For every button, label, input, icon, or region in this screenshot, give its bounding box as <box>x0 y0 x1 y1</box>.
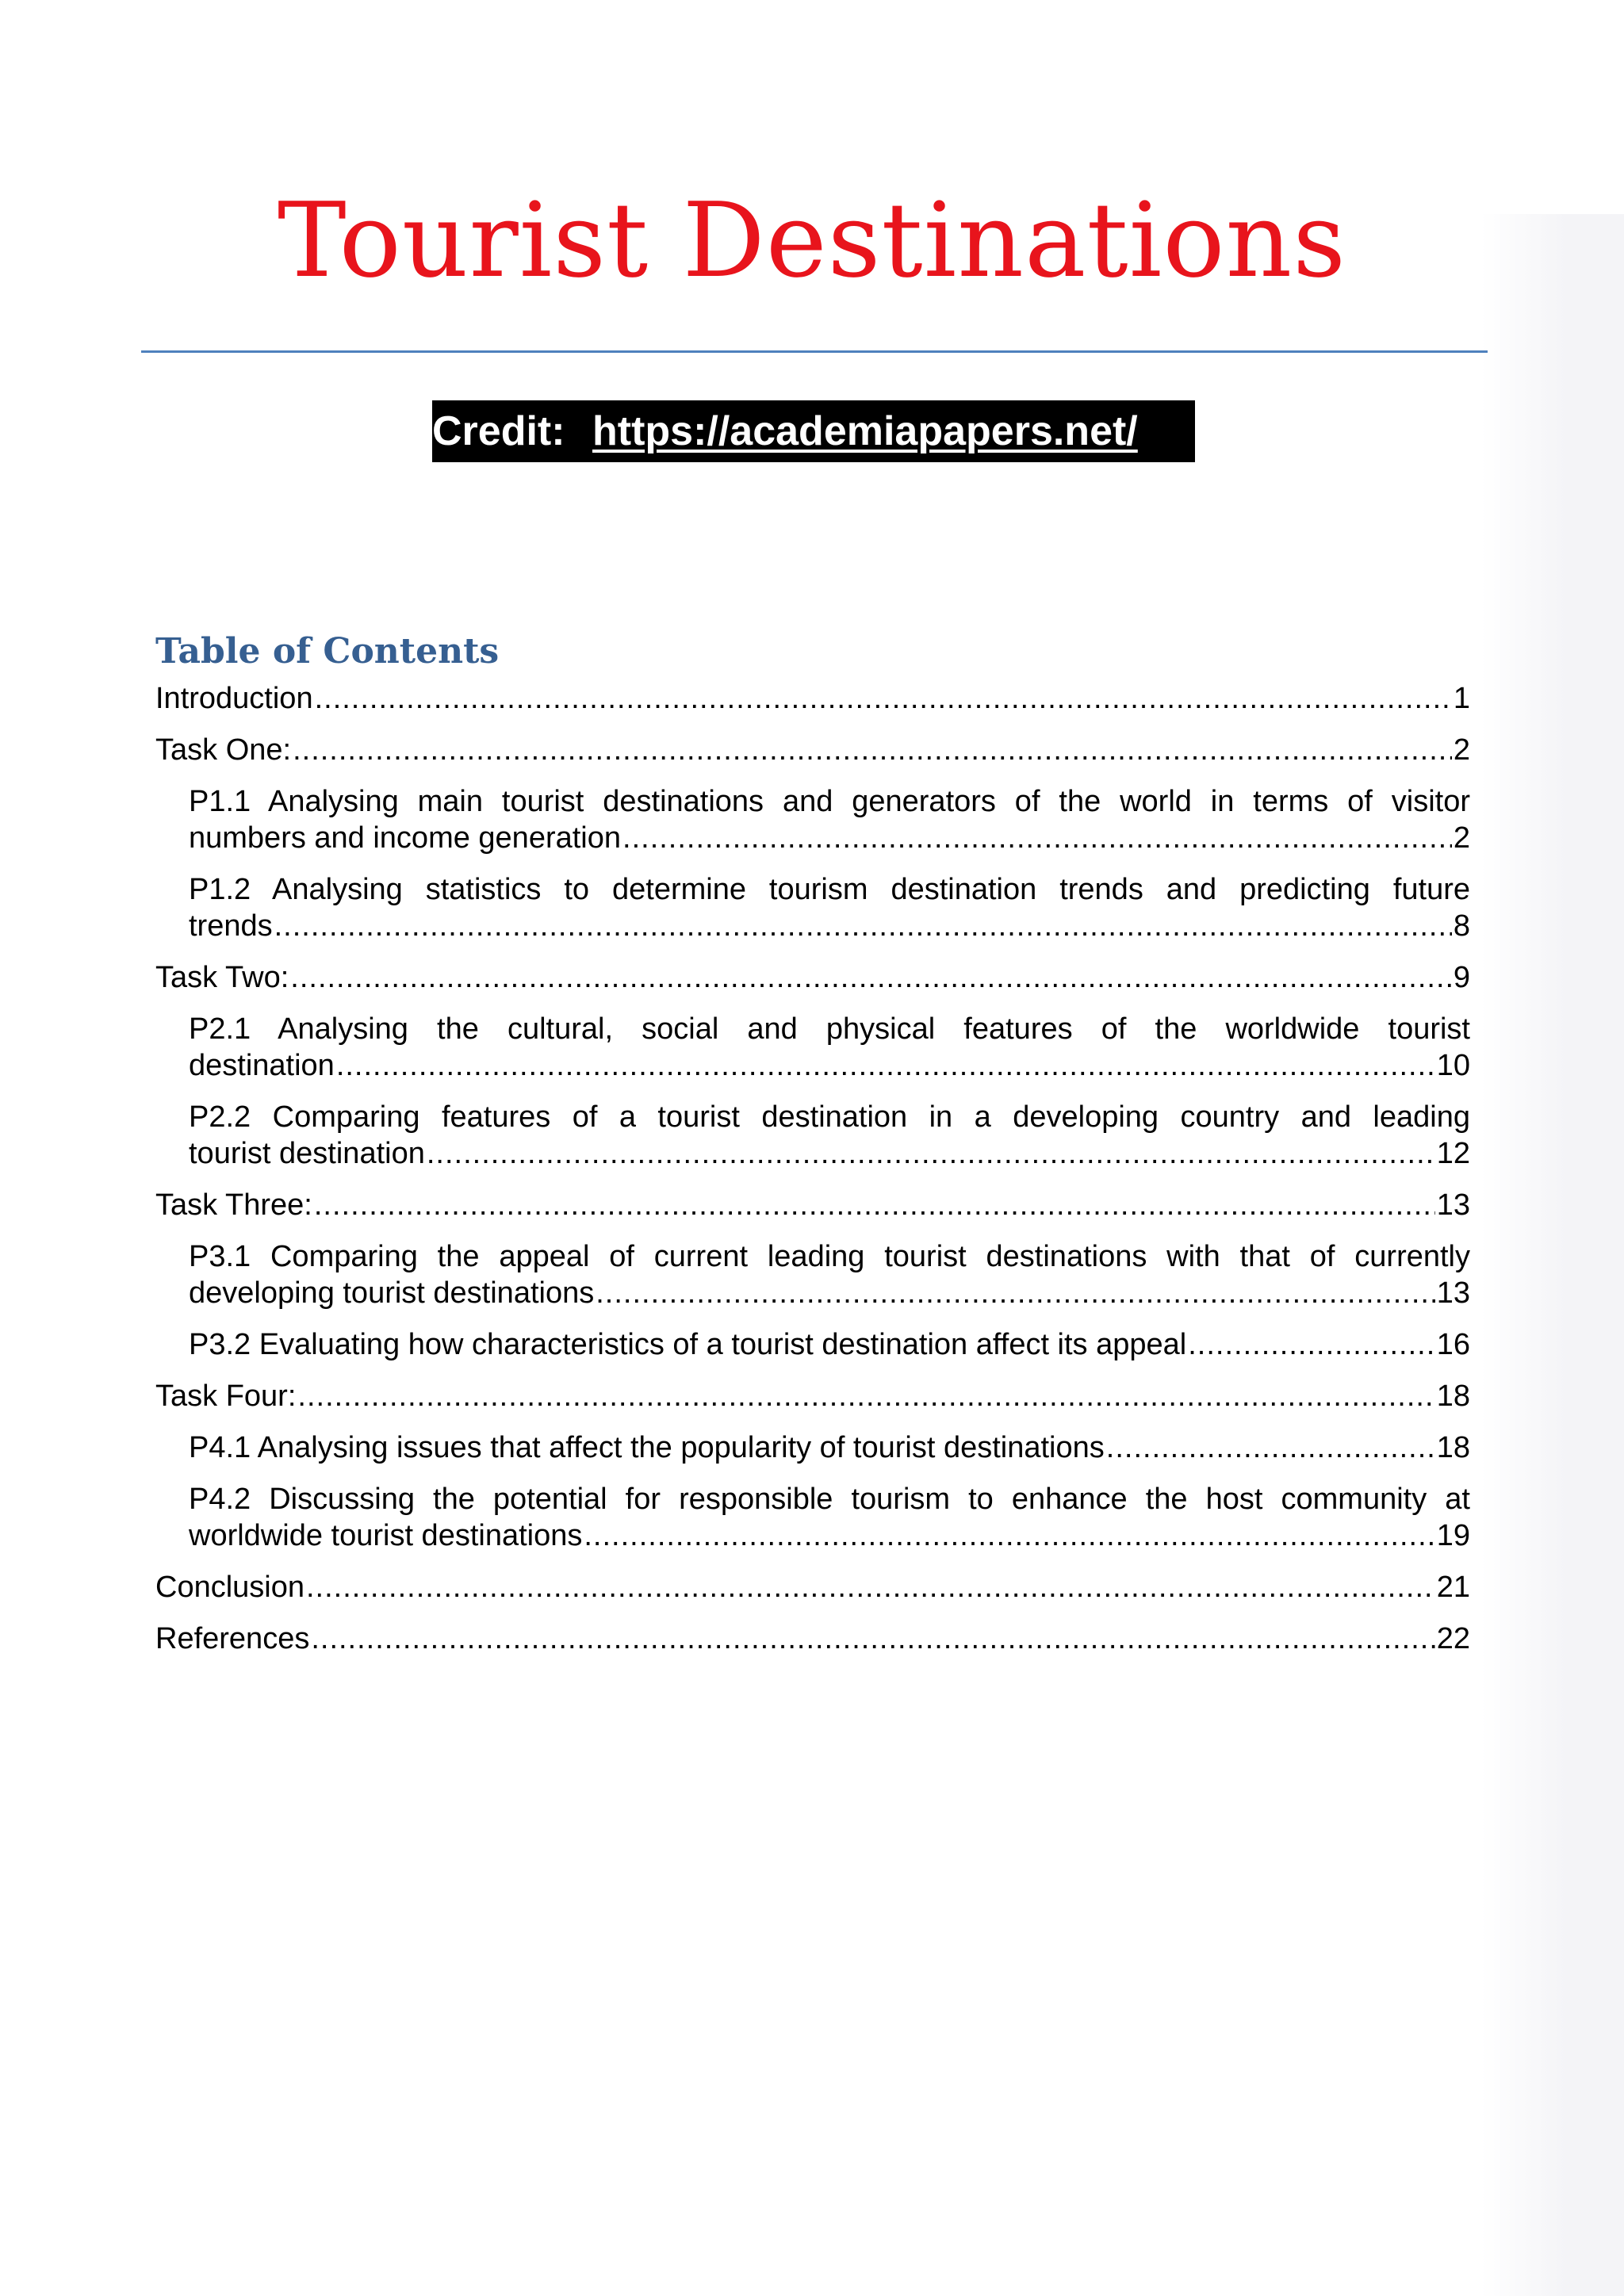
toc-dot-leader <box>584 1517 1434 1554</box>
toc-entry[interactable] <box>155 959 1470 996</box>
toc-entry-leader-line <box>155 1187 1470 1223</box>
toc-entry-line: P2.1 Analysing the cultural, social and physical features of the worldwide tourist <box>189 1012 1470 1046</box>
toc-entry-title: developing tourist destinations <box>189 1276 595 1310</box>
toc-dot-leader <box>1188 1326 1434 1363</box>
toc-page-number: 8 <box>1453 909 1470 943</box>
toc-page-number: 22 <box>1436 1622 1470 1655</box>
toc-entry-leader-line <box>155 959 1470 996</box>
toc-entry-line: P1.1 Analysing main tourist destinations and generators of the world in terms of visitor <box>189 785 1470 818</box>
toc-dot-leader <box>1106 1429 1435 1466</box>
toc-entry[interactable] <box>189 1099 1470 1172</box>
toc-entry-leader-line <box>189 1429 1470 1466</box>
toc-entry-title: P3.2 Evaluating how characteristics of a tourist destination affect its appeal <box>189 1328 1187 1361</box>
toc-entry[interactable] <box>189 783 1470 856</box>
toc-entry-title: References <box>155 1622 310 1655</box>
toc-page-number: 9 <box>1453 961 1470 994</box>
toc-page-number: 18 <box>1436 1380 1470 1413</box>
toc-entry[interactable] <box>155 680 1470 717</box>
toc-entry[interactable] <box>189 1429 1470 1466</box>
toc-entry-title: Task Two: <box>155 961 289 994</box>
toc-dot-leader <box>314 1187 1435 1223</box>
toc-dot-leader <box>274 908 1452 944</box>
title-divider <box>141 350 1488 353</box>
toc-entry-title: destination <box>189 1049 335 1082</box>
toc-entry[interactable] <box>155 1621 1470 1657</box>
page-edge-shading <box>1481 214 1624 2296</box>
toc-entry[interactable] <box>155 1187 1470 1223</box>
toc-dot-leader <box>336 1047 1435 1084</box>
toc-dot-leader <box>311 1621 1434 1657</box>
toc-list <box>155 680 1470 1672</box>
toc-entry-title: Introduction <box>155 682 313 715</box>
toc-entry-leader-line <box>155 680 1470 717</box>
toc-entry-title: Task One: <box>155 733 292 767</box>
toc-page-number: 13 <box>1436 1276 1470 1310</box>
toc-entry-leader-line <box>155 1621 1470 1657</box>
toc-entry-title: P4.1 Analysing issues that affect the popularity of tourist destinations <box>189 1431 1105 1464</box>
toc-page-number: 16 <box>1436 1328 1470 1361</box>
toc-entry-title: Task Four: <box>155 1380 297 1413</box>
toc-entry[interactable] <box>189 871 1470 944</box>
toc-entry[interactable] <box>155 1378 1470 1414</box>
credit-link[interactable]: https://academiapapers.net/ <box>592 408 1138 454</box>
toc-dot-leader <box>315 680 1452 717</box>
toc-entry-leader-line <box>189 1326 1470 1363</box>
toc-dot-leader <box>290 959 1452 996</box>
toc-page-number: 13 <box>1436 1188 1470 1222</box>
toc-entry[interactable] <box>155 732 1470 768</box>
toc-page-number: 1 <box>1453 682 1470 715</box>
toc-dot-leader <box>306 1569 1435 1605</box>
toc-entry-title: worldwide tourist destinations <box>189 1519 583 1552</box>
toc-dot-leader <box>622 820 1452 856</box>
toc-page-number: 2 <box>1453 733 1470 767</box>
document-title: Tourist Destinations <box>277 180 1347 300</box>
toc-entry-leader-line <box>155 1569 1470 1605</box>
toc-entry-leader-line <box>189 1275 1470 1311</box>
toc-page-number: 19 <box>1436 1519 1470 1552</box>
credit-label: Credit: <box>432 408 565 454</box>
toc-entry-title: Task Three: <box>155 1188 312 1222</box>
toc-entry[interactable] <box>189 1238 1470 1311</box>
toc-entry-leader-line <box>189 1047 1470 1084</box>
toc-entry-title: numbers and income generation <box>189 821 622 855</box>
toc-page-number: 12 <box>1436 1137 1470 1170</box>
toc-entry-line: P4.2 Discussing the potential for responsible tourism to enhance the host community at <box>189 1483 1470 1516</box>
toc-page-number: 10 <box>1436 1049 1470 1082</box>
toc-entry-leader-line <box>155 732 1470 768</box>
toc-entry-title: tourist destination <box>189 1137 425 1170</box>
toc-entry-title: trends <box>189 909 273 943</box>
toc-entry[interactable] <box>155 1569 1470 1605</box>
toc-entry-line: P3.1 Comparing the appeal of current leading tourist destinations with that of currently <box>189 1240 1470 1273</box>
toc-dot-leader <box>293 732 1452 768</box>
toc-entry-line: P2.2 Comparing features of a tourist destination in a developing country and leading <box>189 1100 1470 1134</box>
toc-entry[interactable] <box>189 1011 1470 1084</box>
toc-page-number: 18 <box>1436 1431 1470 1464</box>
toc-dot-leader <box>427 1135 1435 1172</box>
toc-heading: Table of Contents <box>155 631 500 672</box>
toc-entry-leader-line <box>155 1378 1470 1414</box>
credit-banner <box>432 400 1195 462</box>
toc-page-number: 21 <box>1436 1571 1470 1604</box>
toc-entry-leader-line <box>189 908 1470 944</box>
toc-entry-title: Conclusion <box>155 1571 304 1604</box>
toc-entry-leader-line <box>189 1517 1470 1554</box>
toc-dot-leader <box>596 1275 1435 1311</box>
toc-page-number: 2 <box>1453 821 1470 855</box>
toc-entry-leader-line <box>189 1135 1470 1172</box>
toc-entry[interactable] <box>189 1326 1470 1363</box>
toc-entry[interactable] <box>189 1481 1470 1554</box>
toc-dot-leader <box>297 1378 1434 1414</box>
toc-entry-leader-line <box>189 820 1470 856</box>
toc-entry-line: P1.2 Analysing statistics to determine tourism destination trends and predicting future <box>189 873 1470 906</box>
